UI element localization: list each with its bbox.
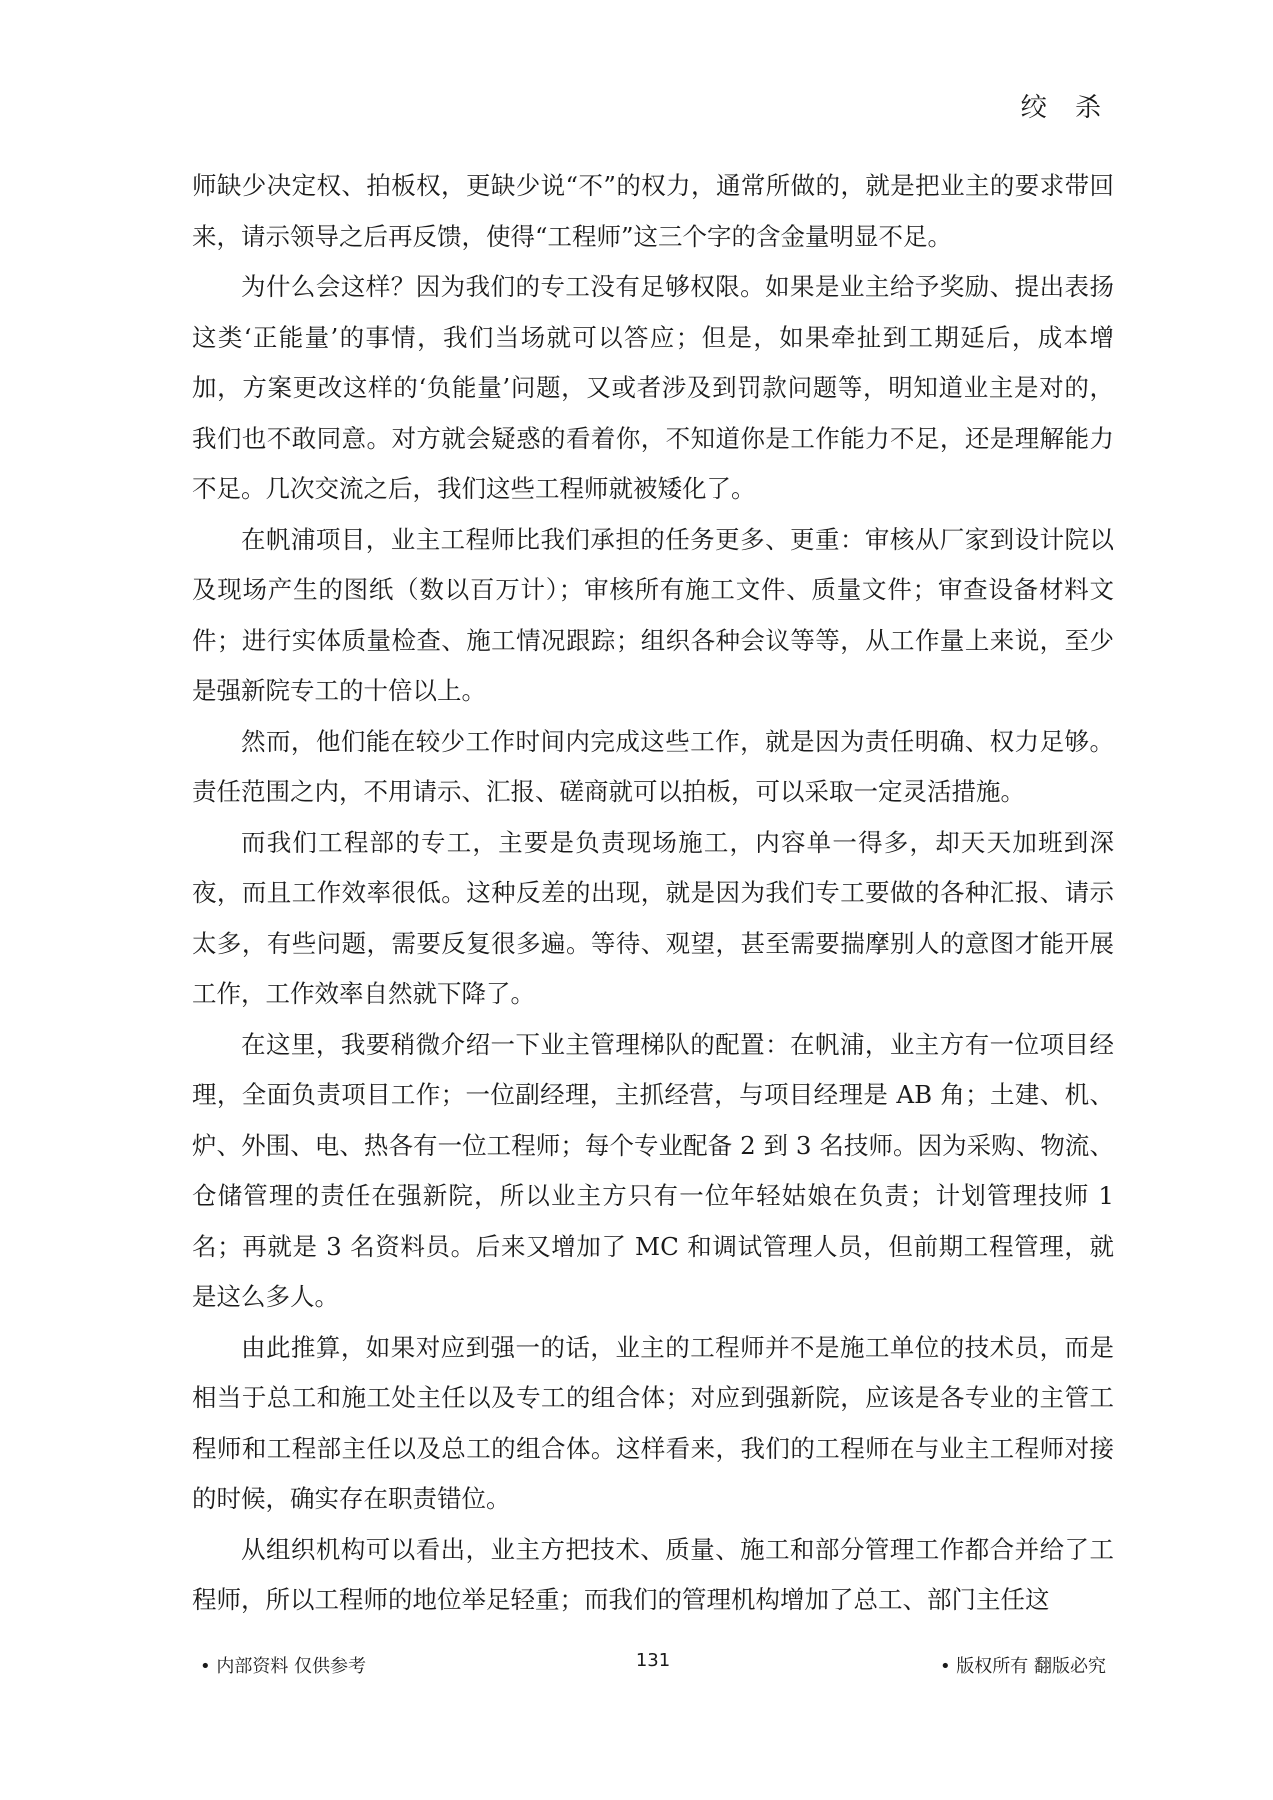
page-footer [192, 1652, 1114, 1682]
paragraph-continued: 师缺少决定权、拍板权，更缺少说“不”的权力，通常所做的，就是把业主的要求带回来，请示领导之后再反馈，使得“工程师”这三个字的含金量明显不足。 [192, 171, 1114, 251]
body-text [192, 161, 1114, 1626]
paragraph: 由此推算，如果对应到强一的话，业主的工程师并不是施工单位的技术员，而是相当于总工和施工处主任以及专工的组合体；对应到强新院，应该是各专业的主管工程师和工程部主任以及总工的组合体。这样看来，我们的工程师在与业主工程师对接的时候，确实存在职责错位。 [192, 1332, 1114, 1513]
page-number: 131 [635, 1650, 671, 1671]
paragraph: 然而，他们能在较少工作时间内完成这些工作，就是因为责任明确、权力足够。责任范围之内，不用请示、汇报、磋商就可以拍板，可以采取一定灵活措施。 [192, 726, 1114, 806]
footer-copyright-notice: • 版权所有 翻版必究 [939, 1656, 1106, 1677]
footer-internal-notice: • 内部资料 仅供参考 [200, 1656, 367, 1677]
paragraph: 而我们工程部的专工，主要是负责现场施工，内容单一得多，却天天加班到深夜，而且工作效率很低。这种反差的出现，就是因为我们专工要做的各种汇报、请示太多，有些问题，需要反复很多遍。等待、观望，甚至需要揣摩别人的意图才能开展工作，工作效率自然就下降了。 [192, 827, 1114, 1008]
paragraph: 在这里，我要稍微介绍一下业主管理梯队的配置：在帆浦，业主方有一位项目经理，全面负责项目工作；一位副经理，主抓经营，与项目经理是 AB 角；土建、机、炉、外围、电、热各有一位工程师；每个专业配备 2 到 3 名技师。因为采购、物流、仓储管理的责任在强新院，所以业主方只有一位年轻姑娘在负责；计划管理技师 1 名；再就是 3 名资料员。后来又增加了 MC 和调试管理人员，但前期工程管理，就是这么多人。 [192, 1029, 1114, 1311]
running-header-title: 绞 杀 [1020, 93, 1111, 123]
paragraph: 在帆浦项目，业主工程师比我们承担的任务更多、更重：审核从厂家到设计院以及现场产生的图纸（数以百万计）；审核所有施工文件、质量文件；审查设备材料文件；进行实体质量检查、施工情况跟踪；组织各种会议等等，从工作量上来说，至少是强新院专工的十倍以上。 [192, 524, 1114, 705]
paragraph: 从组织机构可以看出，业主方把技术、质量、施工和部分管理工作都合并给了工程师，所以工程师的地位举足轻重；而我们的管理机构增加了总工、部门主任这 [192, 1534, 1114, 1614]
paragraph: 为什么会这样？因为我们的专工没有足够权限。如果是业主给予奖励、提出表扬这类‘正能量’的事情，我们当场就可以答应；但是，如果牵扯到工期延后，成本增加，方案更改这样的‘负能量’问题，又或者涉及到罚款问题等，明知道业主是对的，我们也不敢同意。对方就会疑惑的看着你，不知道你是工作能力不足，还是理解能力不足。几次交流之后，我们这些工程师就被矮化了。 [192, 272, 1114, 503]
